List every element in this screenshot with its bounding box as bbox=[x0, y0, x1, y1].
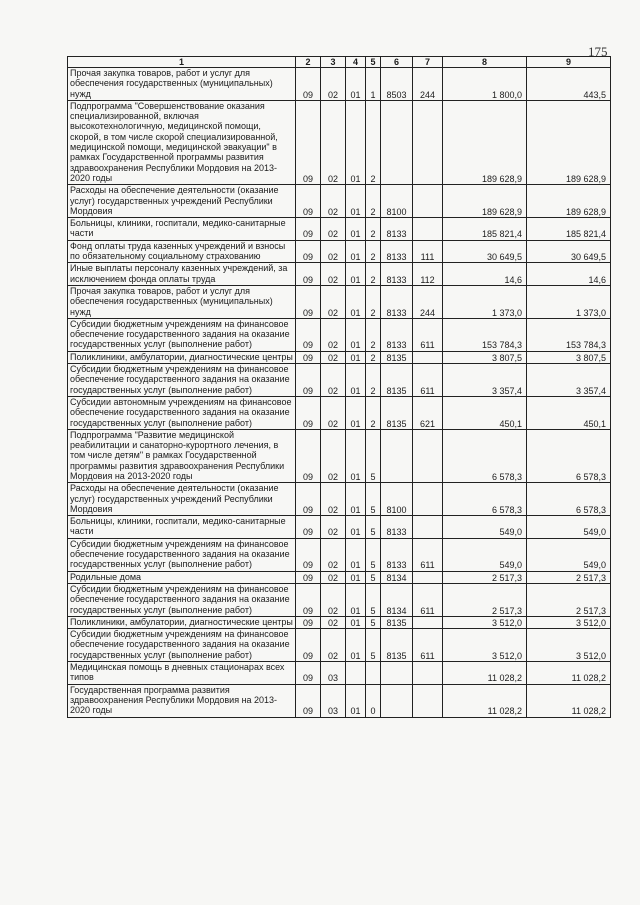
code-cell bbox=[413, 185, 443, 218]
row-name-cell: Прочая закупка товаров, работ и услуг для обеспечения государственных (муниципальных) нужд bbox=[68, 285, 296, 318]
row-name-cell: Субсидии автономным учреждениям на финансовое обеспечение государственного задания на оказание государственных услуг (выполнение работ) bbox=[68, 396, 296, 429]
code-cell: 5 bbox=[366, 429, 381, 482]
amount-cell: 153 784,3 bbox=[527, 318, 611, 351]
header-row bbox=[68, 57, 611, 68]
row-name-cell: Расходы на обеспечение деятельности (оказание услуг) государственных учреждений Республики Мордовия bbox=[68, 483, 296, 516]
amount-cell: 443,5 bbox=[527, 68, 611, 101]
row-name-cell: Субсидии бюджетным учреждениям на финансовое обеспечение государственного задания на оказание государственных услуг (выполнение работ) bbox=[68, 583, 296, 616]
code-cell: 01 bbox=[346, 538, 366, 571]
code-cell: 02 bbox=[321, 218, 346, 241]
table-row bbox=[68, 218, 611, 241]
code-cell bbox=[413, 218, 443, 241]
code-cell: 09 bbox=[296, 364, 321, 397]
code-cell bbox=[381, 662, 413, 685]
table-row bbox=[68, 429, 611, 482]
amount-cell: 189 628,9 bbox=[527, 100, 611, 184]
code-cell bbox=[346, 662, 366, 685]
row-name-cell: Родильные дома bbox=[68, 571, 296, 583]
code-cell: 8133 bbox=[381, 538, 413, 571]
code-cell: 01 bbox=[346, 516, 366, 539]
code-cell: 09 bbox=[296, 185, 321, 218]
code-cell: 02 bbox=[321, 364, 346, 397]
code-cell: 01 bbox=[346, 684, 366, 717]
amount-cell: 3 807,5 bbox=[443, 351, 527, 363]
code-cell: 09 bbox=[296, 396, 321, 429]
table-row bbox=[68, 571, 611, 583]
amount-cell: 3 357,4 bbox=[443, 364, 527, 397]
amount-cell: 2 517,3 bbox=[443, 571, 527, 583]
code-cell: 111 bbox=[413, 240, 443, 263]
code-cell: 01 bbox=[346, 396, 366, 429]
code-cell: 5 bbox=[366, 571, 381, 583]
amount-cell: 11 028,2 bbox=[527, 684, 611, 717]
code-cell: 02 bbox=[321, 285, 346, 318]
row-name-cell: Больницы, клиники, госпитали, медико-санитарные части bbox=[68, 218, 296, 241]
amount-cell: 6 578,3 bbox=[527, 483, 611, 516]
code-cell: 112 bbox=[413, 263, 443, 286]
code-cell: 8133 bbox=[381, 240, 413, 263]
code-cell: 09 bbox=[296, 616, 321, 628]
code-cell: 5 bbox=[366, 583, 381, 616]
row-name-cell: Субсидии бюджетным учреждениям на финансовое обеспечение государственного задания на оказание государственных услуг (выполнение работ) bbox=[68, 364, 296, 397]
amount-cell: 450,1 bbox=[443, 396, 527, 429]
code-cell: 09 bbox=[296, 583, 321, 616]
table-row bbox=[68, 516, 611, 539]
amount-cell: 185 821,4 bbox=[527, 218, 611, 241]
amount-cell: 6 578,3 bbox=[443, 483, 527, 516]
table-row bbox=[68, 662, 611, 685]
amount-cell: 1 373,0 bbox=[443, 285, 527, 318]
amount-cell: 14,6 bbox=[443, 263, 527, 286]
code-cell: 02 bbox=[321, 240, 346, 263]
amount-cell: 3 512,0 bbox=[443, 616, 527, 628]
code-cell bbox=[413, 516, 443, 539]
amount-cell: 549,0 bbox=[527, 538, 611, 571]
row-name-cell: Подпрограмма "Развитие медицинской реабилитации и санаторно-курортного лечения, в том числе детям" в рамках Государственной программы развития здравоохранения Республики Мордовия на 2013-2020 годы bbox=[68, 429, 296, 482]
code-cell: 2 bbox=[366, 396, 381, 429]
code-cell: 2 bbox=[366, 240, 381, 263]
code-cell: 02 bbox=[321, 100, 346, 184]
header-cell: 7 bbox=[413, 57, 443, 68]
code-cell: 02 bbox=[321, 583, 346, 616]
code-cell: 8133 bbox=[381, 516, 413, 539]
row-name-cell: Поликлиники, амбулатории, диагностические центры bbox=[68, 351, 296, 363]
code-cell: 8135 bbox=[381, 396, 413, 429]
code-cell: 244 bbox=[413, 285, 443, 318]
code-cell: 01 bbox=[346, 429, 366, 482]
code-cell: 611 bbox=[413, 364, 443, 397]
code-cell: 2 bbox=[366, 100, 381, 184]
code-cell: 8133 bbox=[381, 263, 413, 286]
code-cell: 01 bbox=[346, 629, 366, 662]
code-cell: 09 bbox=[296, 684, 321, 717]
amount-cell: 549,0 bbox=[527, 516, 611, 539]
code-cell: 01 bbox=[346, 100, 366, 184]
table-row bbox=[68, 318, 611, 351]
code-cell: 8133 bbox=[381, 318, 413, 351]
code-cell bbox=[381, 684, 413, 717]
amount-cell: 3 357,4 bbox=[527, 364, 611, 397]
code-cell bbox=[366, 662, 381, 685]
code-cell: 09 bbox=[296, 68, 321, 101]
code-cell: 8135 bbox=[381, 629, 413, 662]
code-cell: 09 bbox=[296, 516, 321, 539]
header-cell: 6 bbox=[381, 57, 413, 68]
table-row bbox=[68, 285, 611, 318]
amount-cell: 1 800,0 bbox=[443, 68, 527, 101]
amount-cell: 30 649,5 bbox=[443, 240, 527, 263]
code-cell: 01 bbox=[346, 318, 366, 351]
amount-cell: 30 649,5 bbox=[527, 240, 611, 263]
code-cell: 2 bbox=[366, 218, 381, 241]
code-cell bbox=[413, 684, 443, 717]
code-cell: 8133 bbox=[381, 285, 413, 318]
code-cell: 09 bbox=[296, 629, 321, 662]
table-row bbox=[68, 483, 611, 516]
code-cell: 02 bbox=[321, 351, 346, 363]
header-cell: 8 bbox=[443, 57, 527, 68]
header-cell: 5 bbox=[366, 57, 381, 68]
code-cell: 01 bbox=[346, 285, 366, 318]
code-cell: 09 bbox=[296, 662, 321, 685]
table-row bbox=[68, 263, 611, 286]
code-cell: 01 bbox=[346, 263, 366, 286]
code-cell: 8100 bbox=[381, 483, 413, 516]
code-cell: 8100 bbox=[381, 185, 413, 218]
code-cell: 09 bbox=[296, 218, 321, 241]
code-cell: 2 bbox=[366, 285, 381, 318]
code-cell bbox=[413, 351, 443, 363]
code-cell: 2 bbox=[366, 318, 381, 351]
code-cell: 01 bbox=[346, 68, 366, 101]
table-row bbox=[68, 100, 611, 184]
row-name-cell: Субсидии бюджетным учреждениям на финансовое обеспечение государственного задания на оказание государственных услуг (выполнение работ) bbox=[68, 318, 296, 351]
code-cell: 621 bbox=[413, 396, 443, 429]
code-cell: 2 bbox=[366, 263, 381, 286]
code-cell: 03 bbox=[321, 662, 346, 685]
code-cell: 02 bbox=[321, 318, 346, 351]
page-number: 175 bbox=[588, 44, 608, 59]
row-name-cell: Субсидии бюджетным учреждениям на финансовое обеспечение государственного задания на оказание государственных услуг (выполнение работ) bbox=[68, 629, 296, 662]
code-cell: 02 bbox=[321, 429, 346, 482]
table-body bbox=[68, 68, 611, 718]
amount-cell: 3 512,0 bbox=[527, 629, 611, 662]
row-name-cell: Расходы на обеспечение деятельности (оказание услуг) государственных учреждений Республики Мордовия bbox=[68, 185, 296, 218]
row-name-cell: Государственная программа развития здравоохранения Республики Мордовия на 2013-2020 годы bbox=[68, 684, 296, 717]
code-cell: 8503 bbox=[381, 68, 413, 101]
code-cell: 2 bbox=[366, 364, 381, 397]
code-cell: 09 bbox=[296, 263, 321, 286]
table-row bbox=[68, 616, 611, 628]
code-cell: 02 bbox=[321, 263, 346, 286]
amount-cell: 14,6 bbox=[527, 263, 611, 286]
code-cell bbox=[413, 483, 443, 516]
header-cell: 3 bbox=[321, 57, 346, 68]
header-cell: 4 bbox=[346, 57, 366, 68]
amount-cell: 2 517,3 bbox=[527, 583, 611, 616]
code-cell: 01 bbox=[346, 583, 366, 616]
code-cell: 09 bbox=[296, 538, 321, 571]
code-cell: 01 bbox=[346, 571, 366, 583]
amount-cell: 6 578,3 bbox=[443, 429, 527, 482]
code-cell: 02 bbox=[321, 185, 346, 218]
code-cell: 8134 bbox=[381, 583, 413, 616]
row-name-cell: Прочая закупка товаров, работ и услуг для обеспечения государственных (муниципальных) нужд bbox=[68, 68, 296, 101]
row-name-cell: Больницы, клиники, госпитали, медико-санитарные части bbox=[68, 516, 296, 539]
code-cell bbox=[381, 429, 413, 482]
amount-cell: 11 028,2 bbox=[527, 662, 611, 685]
code-cell: 02 bbox=[321, 483, 346, 516]
code-cell: 09 bbox=[296, 285, 321, 318]
amount-cell: 2 517,3 bbox=[443, 583, 527, 616]
code-cell: 5 bbox=[366, 629, 381, 662]
code-cell: 02 bbox=[321, 516, 346, 539]
code-cell: 02 bbox=[321, 616, 346, 628]
table-row bbox=[68, 351, 611, 363]
code-cell: 02 bbox=[321, 538, 346, 571]
table-row bbox=[68, 684, 611, 717]
code-cell: 01 bbox=[346, 185, 366, 218]
code-cell: 02 bbox=[321, 68, 346, 101]
code-cell: 09 bbox=[296, 351, 321, 363]
table-row bbox=[68, 185, 611, 218]
budget-table bbox=[67, 56, 611, 718]
code-cell: 01 bbox=[346, 240, 366, 263]
amount-cell: 549,0 bbox=[443, 538, 527, 571]
code-cell: 244 bbox=[413, 68, 443, 101]
code-cell: 03 bbox=[321, 684, 346, 717]
amount-cell: 11 028,2 bbox=[443, 684, 527, 717]
row-name-cell: Субсидии бюджетным учреждениям на финансовое обеспечение государственного задания на оказание государственных услуг (выполнение работ) bbox=[68, 538, 296, 571]
code-cell: 09 bbox=[296, 318, 321, 351]
amount-cell: 3 512,0 bbox=[443, 629, 527, 662]
code-cell: 09 bbox=[296, 240, 321, 263]
code-cell: 02 bbox=[321, 396, 346, 429]
row-name-cell: Медицинская помощь в дневных стационарах всех типов bbox=[68, 662, 296, 685]
code-cell: 01 bbox=[346, 616, 366, 628]
amount-cell: 11 028,2 bbox=[443, 662, 527, 685]
table-row bbox=[68, 240, 611, 263]
amount-cell: 450,1 bbox=[527, 396, 611, 429]
code-cell: 611 bbox=[413, 583, 443, 616]
amount-cell: 6 578,3 bbox=[527, 429, 611, 482]
code-cell: 09 bbox=[296, 483, 321, 516]
code-cell: 02 bbox=[321, 629, 346, 662]
table-row bbox=[68, 583, 611, 616]
code-cell: 09 bbox=[296, 100, 321, 184]
code-cell: 5 bbox=[366, 483, 381, 516]
amount-cell: 1 373,0 bbox=[527, 285, 611, 318]
amount-cell: 3 807,5 bbox=[527, 351, 611, 363]
amount-cell: 549,0 bbox=[443, 516, 527, 539]
code-cell: 0 bbox=[366, 684, 381, 717]
header-cell: 1 bbox=[68, 57, 296, 68]
row-name-cell: Поликлиники, амбулатории, диагностические центры bbox=[68, 616, 296, 628]
code-cell: 5 bbox=[366, 516, 381, 539]
code-cell bbox=[413, 662, 443, 685]
code-cell: 5 bbox=[366, 538, 381, 571]
amount-cell: 189 628,9 bbox=[527, 185, 611, 218]
table-row bbox=[68, 68, 611, 101]
code-cell: 611 bbox=[413, 318, 443, 351]
table-row bbox=[68, 396, 611, 429]
code-cell: 02 bbox=[321, 571, 346, 583]
code-cell: 09 bbox=[296, 429, 321, 482]
code-cell bbox=[413, 571, 443, 583]
amount-cell: 3 512,0 bbox=[527, 616, 611, 628]
code-cell: 8135 bbox=[381, 351, 413, 363]
header-cell: 2 bbox=[296, 57, 321, 68]
row-name-cell: Фонд оплаты труда казенных учреждений и взносы по обязательному социальному страхованию bbox=[68, 240, 296, 263]
code-cell: 8134 bbox=[381, 571, 413, 583]
amount-cell: 185 821,4 bbox=[443, 218, 527, 241]
code-cell: 09 bbox=[296, 571, 321, 583]
code-cell: 611 bbox=[413, 629, 443, 662]
table-row bbox=[68, 364, 611, 397]
code-cell: 8135 bbox=[381, 616, 413, 628]
code-cell bbox=[413, 616, 443, 628]
code-cell: 5 bbox=[366, 616, 381, 628]
table-row bbox=[68, 538, 611, 571]
code-cell: 2 bbox=[366, 351, 381, 363]
code-cell: 611 bbox=[413, 538, 443, 571]
row-name-cell: Иные выплаты персоналу казенных учреждений, за исключением фонда оплаты труда bbox=[68, 263, 296, 286]
header-cell: 9 bbox=[527, 57, 611, 68]
code-cell: 2 bbox=[366, 185, 381, 218]
code-cell: 1 bbox=[366, 68, 381, 101]
code-cell: 01 bbox=[346, 218, 366, 241]
code-cell: 8135 bbox=[381, 364, 413, 397]
code-cell: 8133 bbox=[381, 218, 413, 241]
code-cell bbox=[413, 429, 443, 482]
code-cell: 01 bbox=[346, 364, 366, 397]
amount-cell: 189 628,9 bbox=[443, 185, 527, 218]
row-name-cell: Подпрограмма "Совершенствование оказания специализированной, включая высокотехнологичную, медицинской помощи, скорой, в том числе скорой специализированной, медицинской помощи, медицинской эвакуации" в рамках Государственной программы развития здравоохранения Республики Мордовия на 2013-2020 годы bbox=[68, 100, 296, 184]
amount-cell: 153 784,3 bbox=[443, 318, 527, 351]
code-cell: 01 bbox=[346, 483, 366, 516]
code-cell: 01 bbox=[346, 351, 366, 363]
table-row bbox=[68, 629, 611, 662]
amount-cell: 2 517,3 bbox=[527, 571, 611, 583]
amount-cell: 189 628,9 bbox=[443, 100, 527, 184]
code-cell bbox=[381, 100, 413, 184]
code-cell bbox=[413, 100, 443, 184]
